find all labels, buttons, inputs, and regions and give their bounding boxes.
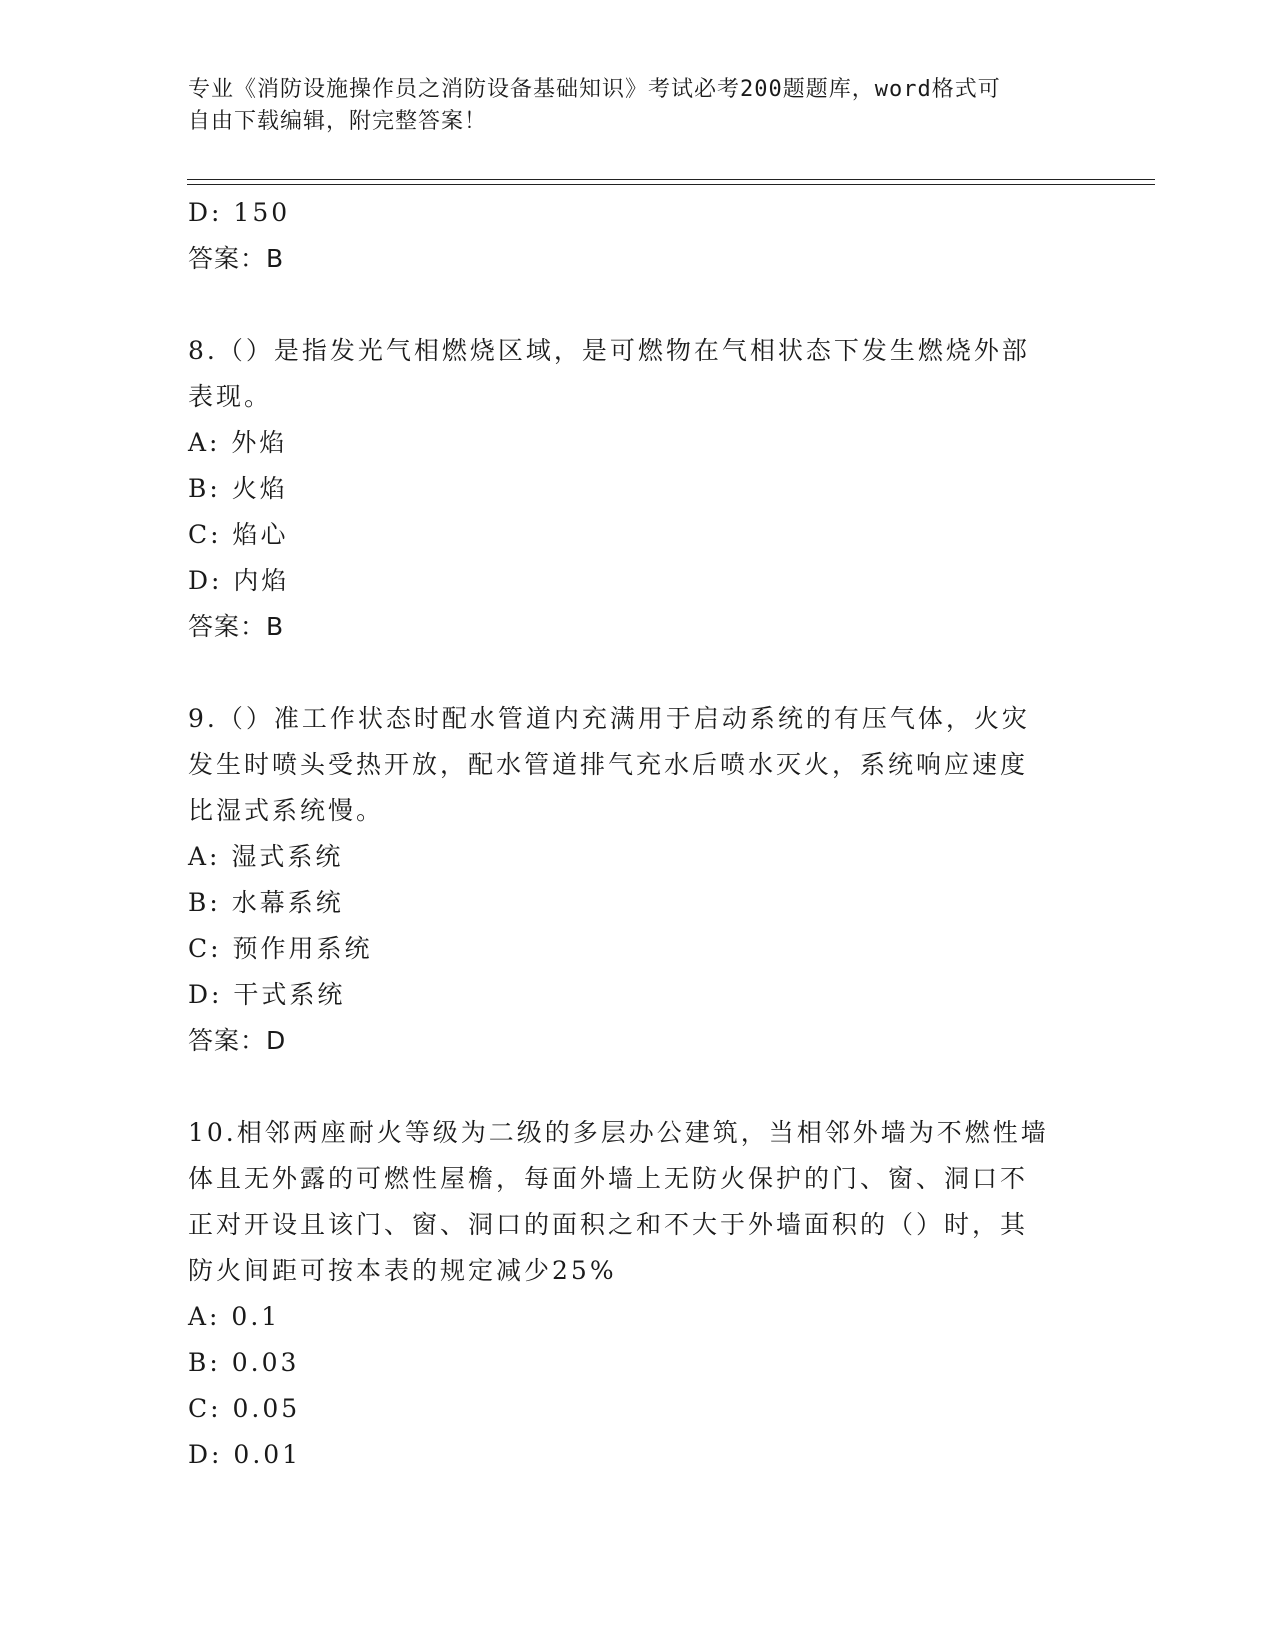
answer: 答案：D bbox=[188, 1026, 287, 1055]
answer: 答案：B bbox=[188, 612, 285, 641]
option-c: C: 预作用系统 bbox=[188, 934, 373, 963]
header-line-2: 自由下载编辑，附完整答案！ bbox=[188, 109, 488, 134]
question-text: 体且无外露的可燃性屋檐，每面外墙上无防火保护的门、窗、洞口不 bbox=[188, 1164, 1029, 1193]
option-d: D: 内焰 bbox=[188, 566, 290, 595]
header-divider-top bbox=[187, 179, 1155, 180]
option-d: D: 0.01 bbox=[188, 1440, 302, 1469]
question-text: 9.（）准工作状态时配水管道内充满用于启动系统的有压气体，火灾 bbox=[188, 704, 1030, 733]
question-8 bbox=[188, 328, 1088, 650]
option-a: A: 外焰 bbox=[188, 428, 288, 457]
question-list bbox=[188, 190, 1088, 1478]
question-text: 防火间距可按本表的规定减少25% bbox=[188, 1256, 617, 1285]
option-b: B: 0.03 bbox=[188, 1348, 300, 1377]
spacer bbox=[188, 282, 1088, 328]
question-text: 比湿式系统慢。 bbox=[188, 796, 385, 825]
question-text: 表现。 bbox=[188, 382, 273, 411]
option-c: C: 焰心 bbox=[188, 520, 289, 549]
option-b: B: 火焰 bbox=[188, 474, 288, 503]
question-text: 正对开设且该门、窗、洞口的面积之和不大于外墙面积的（）时，其 bbox=[188, 1210, 1029, 1239]
option-d: D: 干式系统 bbox=[188, 980, 346, 1009]
spacer bbox=[188, 650, 1088, 696]
header-line-1: 专业《消防设施操作员之消防设备基础知识》考试必考200题题库，word格式可 bbox=[188, 77, 1001, 102]
question-text: 发生时喷头受热开放，配水管道排气充水后喷水灭火，系统响应速度 bbox=[188, 750, 1029, 779]
prev-answer: 答案：B bbox=[188, 244, 285, 273]
document-header bbox=[188, 74, 1068, 138]
option-c: C: 0.05 bbox=[188, 1394, 301, 1423]
question-text: 8.（）是指发光气相燃烧区域，是可燃物在气相状态下发生燃烧外部 bbox=[188, 336, 1030, 365]
header-divider-bottom bbox=[187, 184, 1155, 185]
question-text: 10.相邻两座耐火等级为二级的多层办公建筑，当相邻外墙为不燃性墙 bbox=[188, 1118, 1049, 1147]
question-9 bbox=[188, 696, 1088, 1064]
prev-option-d: D: 150 bbox=[188, 198, 291, 227]
spacer bbox=[188, 1064, 1088, 1110]
option-a: A: 0.1 bbox=[188, 1302, 281, 1331]
option-a: A: 湿式系统 bbox=[188, 842, 344, 871]
question-10 bbox=[188, 1110, 1088, 1478]
option-b: B: 水幕系统 bbox=[188, 888, 344, 917]
